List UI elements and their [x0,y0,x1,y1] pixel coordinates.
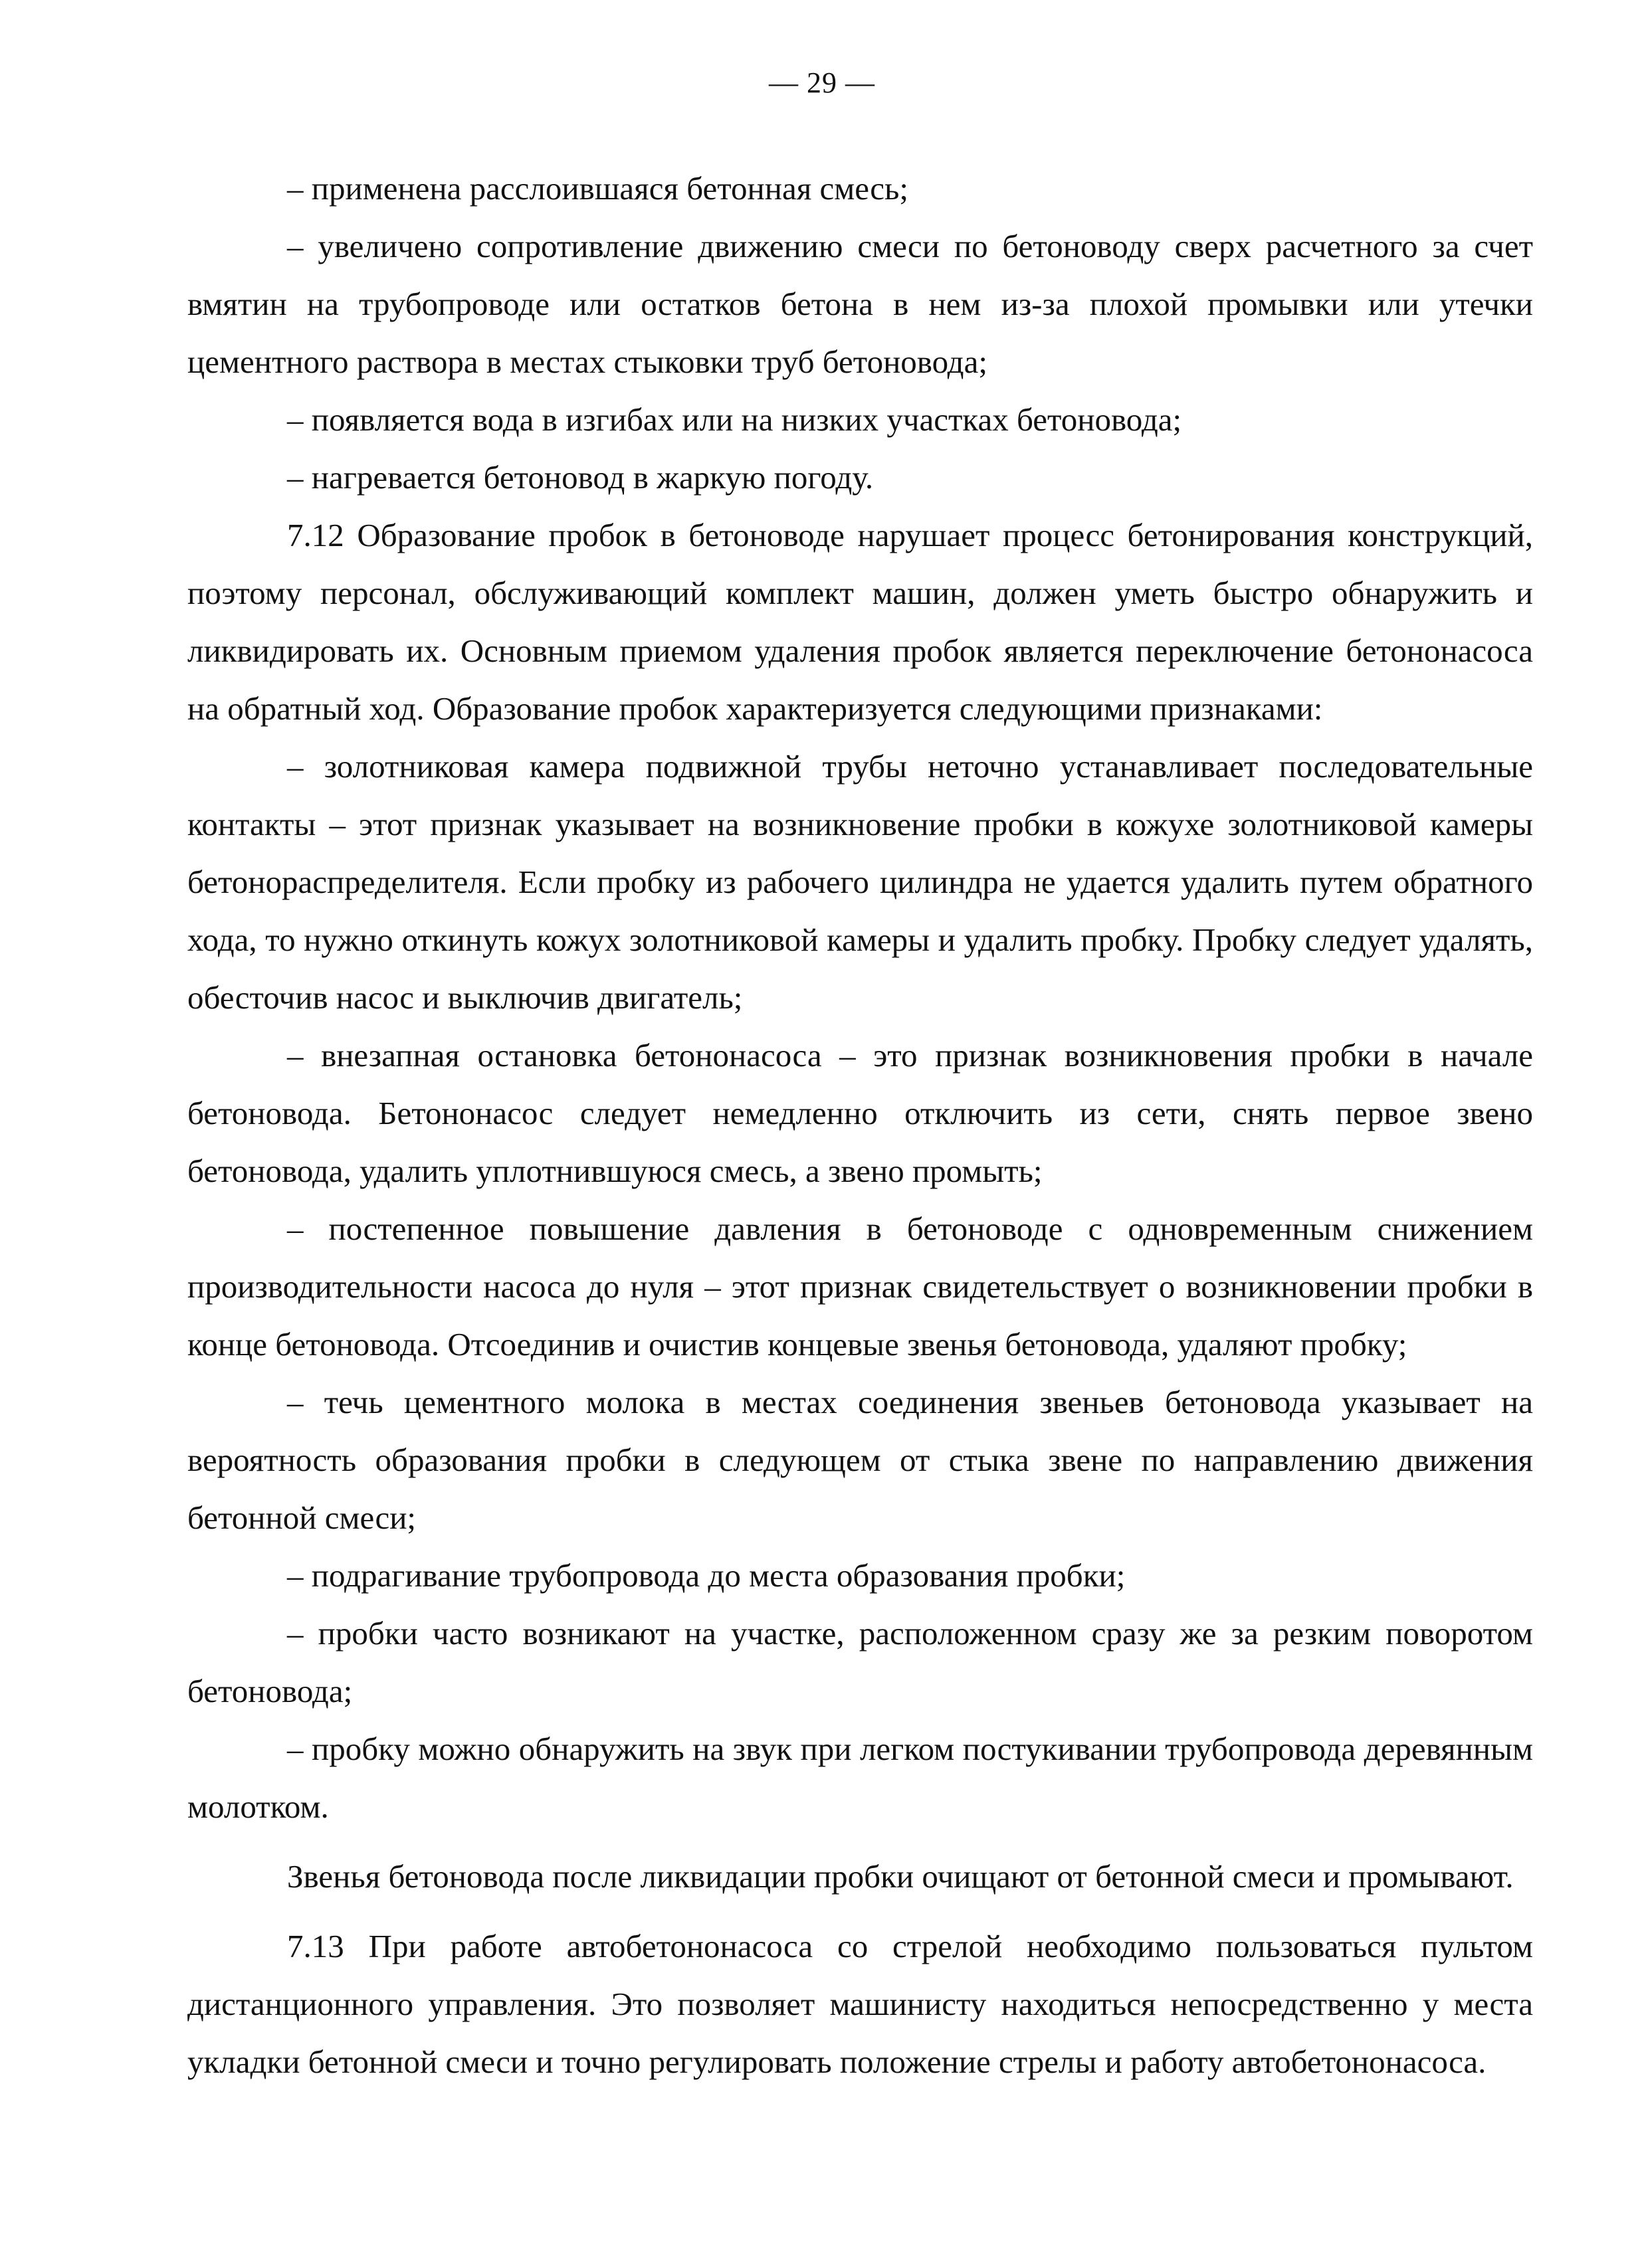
list-item: – внезапная остановка бетононасоса – это признак возникновения пробки в начале бетоновода. Бетононасос следует немедленно отключить из сети, снять первое звено бетоновода, удалить уплотнившуюся смесь, а звено промыть; [187,1037,1533,1189]
list-item: – появляется вода в изгибах или на низких участках бетоновода; [287,401,1182,438]
list-item: – пробку можно обнаружить на звук при легком постукивании трубопровода деревянным молотком. [187,1731,1533,1825]
list-item: – золотниковая камера подвижной трубы неточно устанавливает последовательные контакты – этот признак указывает на возникновение пробки в кожухе золотниковой камеры бетонораспределителя. Если пробку из рабочего цилиндра не удается удалить путем обратного хода, то нужно откинуть кожух золотниковой камеры и удалить пробку. Пробку следует удалять, обесточив насос и выключив двигатель; [187,748,1533,1016]
list-item: – увеличено сопротивление движению смеси по бетоноводу сверх расчетного за счет вмятин на трубопроводе или остатков бетона в нем из-за плохой промывки или утечки цементного раствора в местах стыковки труб бетоновода; [187,228,1533,380]
list-item: – применена расслоившаяся бетонная смесь; [287,170,908,207]
paragraph-cleaning: Звенья бетоновода после ликвидации пробки очищают от бетонной смеси и промывают. [287,1858,1514,1895]
list-item: – течь цементного молока в местах соединения звеньев бетоновода указывает на вероятность образования пробки в следующем от стыка звене по направлению движения бетонной смеси; [187,1384,1533,1536]
list-item: – подрагивание трубопровода до места образования пробки; [287,1557,1126,1594]
paragraph-7-13: 7.13 При работе автобетононасоса со стрелой необходимо пользоваться пультом дистанционного управления. Это позволяет машинисту находиться непосредственно у места укладки бетонной смеси и точно регулировать положение стрелы и работу автобетононасоса. [187,1928,1533,2080]
list-item: – постепенное повышение давления в бетоноводе с одновременным снижением производительности насоса до нуля – этот признак свидетельствует о возникновении пробки в конце бетоновода. Отсоединив и очистив концевые звенья бетоновода, удаляют пробку; [187,1210,1533,1363]
list-item: – нагревается бетоновод в жаркую погоду. [287,459,874,496]
page-number: — 29 — [769,66,875,99]
document-body [187,159,1533,2091]
list-item: – пробки часто возникают на участке, расположенном сразу же за резким поворотом бетоновода; [187,1615,1533,1709]
paragraph-7-12: 7.12 Образование пробок в бетоноводе нарушает процесс бетонирования конструкций, поэтому персонал, обслуживающий комплект машин, должен уметь быстро обнаружить и ликвидировать их. Основным приемом удаления пробок является переключение бетононасоса на обратный ход. Образование пробок характеризуется следующими признаками: [187,517,1533,727]
